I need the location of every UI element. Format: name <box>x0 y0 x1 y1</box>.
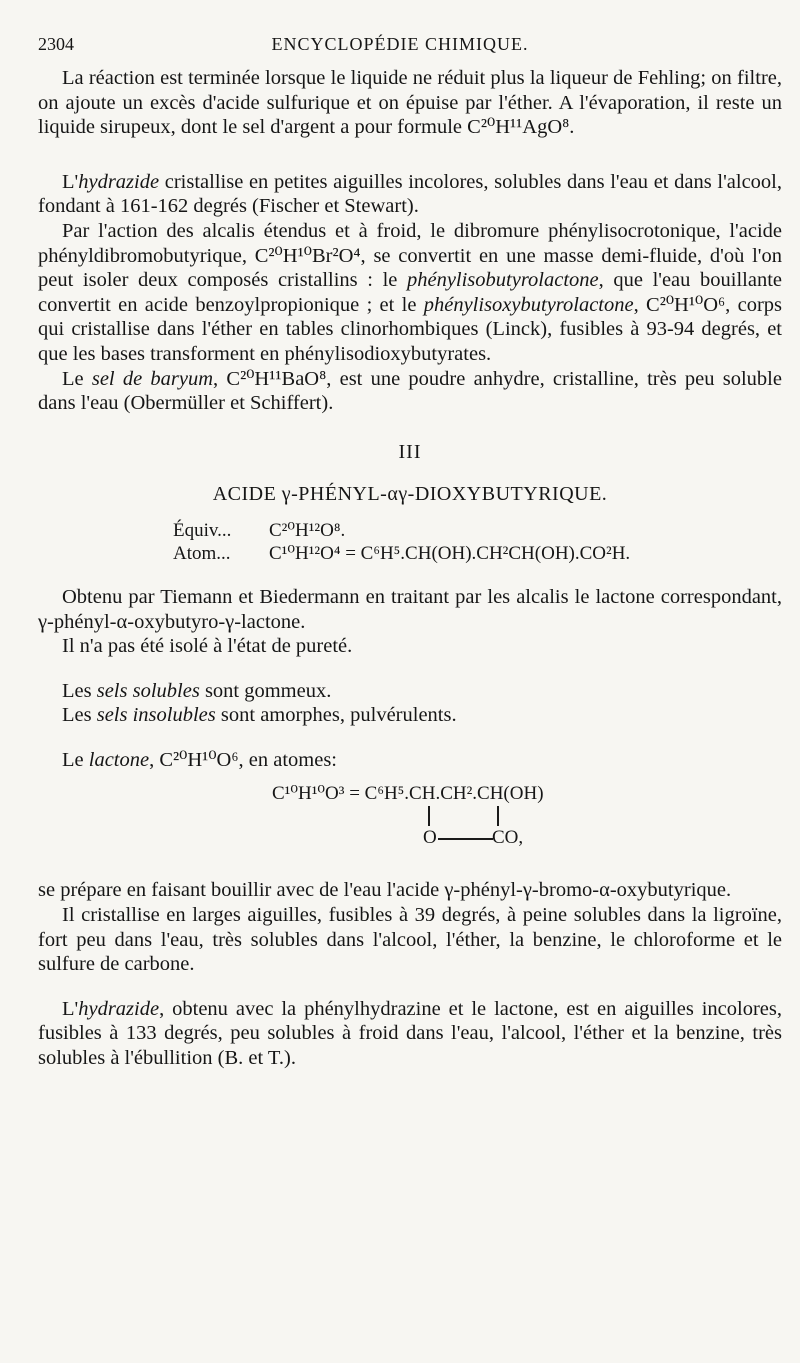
paragraph-hydrazide-2: L'hydrazide, obtenu avec la phénylhydrazine et le lactone, est en aiguilles incolores, fusibles à 133 degrés, peu solubles à froid dans l'eau, l'alcool, l'éther et la benzine, très solubles à l'ébullition (B. et T.). <box>38 997 782 1070</box>
page-number: 2304 <box>38 34 74 54</box>
term-hydrazide-2: hydrazide <box>78 997 160 1020</box>
paragraph-obtenu: Obtenu par Tiemann et Biedermann en traitant par les alcalis le lactone correspondant, γ-phényl-α-oxybutyro-γ-lactone. <box>38 585 782 633</box>
running-title: ENCYCLOPÉDIE CHIMIQUE. <box>271 34 529 54</box>
term-sels-insolubles: sels insolubles <box>96 704 216 727</box>
term-phenylisobutyrolactone: phénylisobutyrolactone <box>406 269 599 292</box>
section-title: ACIDE γ-PHÉNYL-αγ-DIOXYBUTYRIQUE. <box>212 483 608 506</box>
paragraph-cristallise: Il cristallise en larges aiguilles, fusibles à 39 degrés, à peine solubles dans la ligroïne, fort peu dans l'eau, très solubles dans l'alcool, l'éther, la benzine, le chloroforme et le sulfure de carbone. <box>38 904 782 976</box>
paragraph-baryum: Le sel de baryum, C²⁰H¹¹BaO⁸, est une poudre anhydre, cristalline, très peu soluble dans l'eau (Obermüller et Schiffert). <box>38 367 782 415</box>
paragraph-alcalis: Par l'action des alcalis étendus et à froid, le dibromure phénylisocrotonique, l'acide phényldibromobutyrique, C²⁰H¹⁰Br²O⁴, se convertit en une masse demi-fluide, d'où l'on peut isoler deux composés cristallins : le phénylisobutyrolactone, que l'eau bouillante convertit en acide benzoylpropionique ; et le phénylisoxybutyrolactone, C²⁰H¹⁰O⁶, corps qui cristallise dans l'éther en tables clinorhombiques (Linck), fusibles à 93-94 degrés, et que les bases transforment en phénylisodioxybutyrates. <box>38 219 782 365</box>
bond-vertical-left <box>428 806 430 826</box>
body-text <box>38 66 782 1071</box>
page-header <box>38 34 762 58</box>
paragraph-sels-solubles: Les sels solubles sont gommeux. <box>62 679 332 702</box>
lactone-formula-line: C¹⁰H¹⁰O³ = C⁶H⁵.CH.CH².CH(OH) <box>272 783 544 805</box>
section-number: III <box>398 440 422 463</box>
atom-value: C¹⁰H¹²O⁴ = C⁶H⁵.CH(OH).CH²CH(OH).CO²H. <box>269 542 631 564</box>
paragraph-prepare: se prépare en faisant bouillir avec de l'eau l'acide γ-phényl-γ-bromo-α-oxybutyrique. <box>38 879 732 902</box>
paragraph-purete: Il n'a pas été isolé à l'état de pureté. <box>62 635 353 658</box>
equiv-value: C²⁰H¹²O⁸. <box>269 519 346 541</box>
lactone-oxygen: O <box>423 827 437 849</box>
atom-label: Atom... <box>173 542 231 564</box>
term-lactone: lactone <box>88 748 150 771</box>
paragraph-reaction: La réaction est terminée lorsque le liquide ne réduit plus la liqueur de Fehling; on filtre, on ajoute un excès d'acide sulfurique et on épuise par l'éther. A l'évaporation, il reste un liquide sirupeux, dont le sel d'argent a pour formule C²⁰H¹¹AgO⁸. <box>38 67 782 139</box>
paragraph-lactone: Le lactone, C²⁰H¹⁰O⁶, en atomes: <box>62 748 337 771</box>
formula-equiv <box>173 519 782 542</box>
bond-vertical-right <box>497 806 499 826</box>
formula-atom <box>173 542 782 565</box>
lactone-carbonyl: CO, <box>492 827 524 849</box>
term-hydrazide: hydrazide <box>78 170 160 193</box>
bond-horizontal <box>438 838 493 840</box>
equiv-label: Équiv... <box>173 519 232 541</box>
paragraph-sels-insolubles: Les sels insolubles sont amorphes, pulvérulents. <box>62 704 457 727</box>
lactone-structural-formula <box>38 782 782 868</box>
term-sels-solubles: sels solubles <box>96 679 200 702</box>
paragraph-hydrazide-1: L'hydrazide cristallise en petites aiguilles incolores, solubles dans l'eau et dans l'alcool, fondant à 161-162 degrés (Fischer et Stewart). <box>38 170 782 218</box>
term-sel-de-baryum: sel de baryum <box>91 367 214 390</box>
term-phenylisoxybutyrolactone: phénylisoxybutyrolactone <box>423 293 634 316</box>
